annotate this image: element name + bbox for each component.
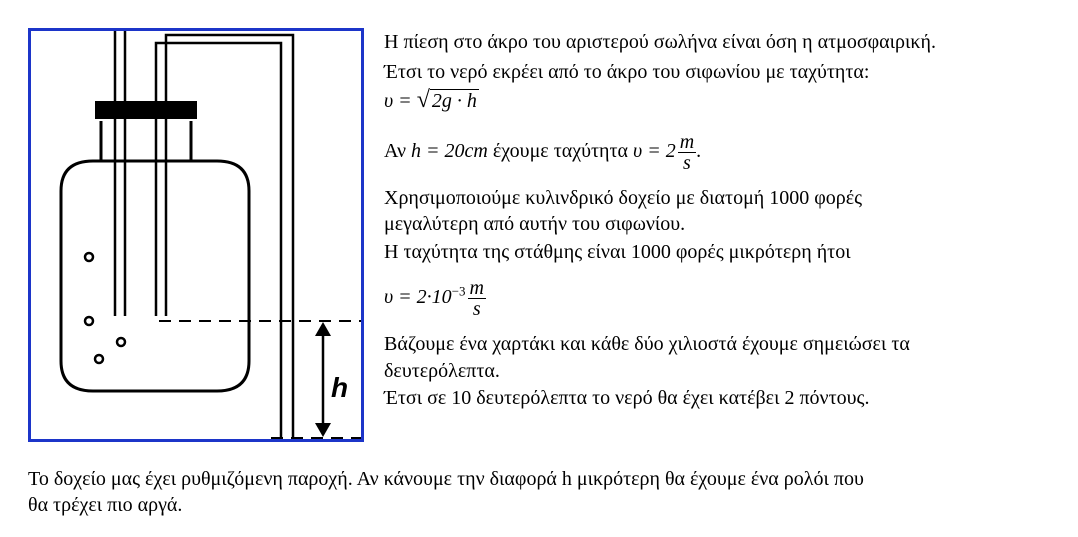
eq2-exponent: −3 bbox=[451, 283, 466, 299]
fraction-m-over-s bbox=[468, 278, 486, 319]
text-line: δευτερόλεπτα. bbox=[384, 360, 500, 382]
eq2-lhs: υ = 2·10 bbox=[384, 286, 452, 309]
stopper bbox=[95, 101, 197, 119]
text-line: Η πίεση στο άκρο του αριστερού σωλήνα είναι όση η ατμοσφαιρική. bbox=[384, 31, 936, 53]
h-arrow-head-bottom bbox=[315, 423, 331, 437]
footer-line: θα τρέχει πιο αργά. bbox=[28, 494, 183, 516]
footer-line: Το δοχείο μας έχει ρυθμιζόμενη παροχή. Αν κάνουμε την διαφορά h μικρότερη θα έχουμε ένα ρολόι που bbox=[28, 468, 864, 490]
bubble bbox=[85, 317, 93, 325]
math-fragment: h = 20cm bbox=[411, 140, 488, 163]
bubble bbox=[117, 338, 125, 346]
equation-level-velocity bbox=[384, 278, 486, 319]
text-fragment: . bbox=[696, 140, 702, 163]
frac-num: m bbox=[469, 277, 484, 299]
h-label: h bbox=[331, 372, 349, 403]
text-fragment: έχουμε ταχύτητα bbox=[487, 140, 634, 163]
equation-velocity bbox=[384, 88, 479, 113]
h-arrow-head-top bbox=[315, 322, 331, 336]
siphon-drawing bbox=[31, 31, 361, 439]
bubble bbox=[95, 355, 103, 363]
sqrt-expression: √ 2g · h bbox=[416, 87, 477, 113]
footer-note bbox=[28, 466, 1048, 518]
fraction-m-over-s bbox=[678, 132, 696, 173]
frac-den: s bbox=[683, 152, 691, 174]
math-fragment: υ = 2 bbox=[633, 140, 676, 163]
text-line-velocity-value bbox=[384, 132, 701, 173]
frac-den: s bbox=[472, 298, 481, 320]
text-line: Η ταχύτητα της στάθμης είναι 1000 φορές μικρότερη ήτοι bbox=[384, 241, 851, 263]
bubble bbox=[85, 253, 93, 261]
text-line: Έτσι το νερό εκρέει από το άκρο του σιφωνίου με ταχύτητα: bbox=[384, 61, 870, 83]
text-fragment: Αν bbox=[384, 140, 412, 163]
eq1-lhs: υ = bbox=[384, 90, 417, 112]
text-line: Βάζουμε ένα χαρτάκι και κάθε δύο χιλιοστά έχουμε σημειώσει τα bbox=[384, 333, 910, 355]
siphon-diagram bbox=[28, 28, 364, 442]
siphon-tube-outer bbox=[166, 35, 293, 439]
text-line: Έτσι σε 10 δευτερόλεπτα το νερό θα έχει κατέβει 2 πόντους. bbox=[384, 387, 870, 409]
text-line: μεγαλύτερη από αυτήν του σιφωνίου. bbox=[384, 213, 686, 235]
text-line: Χρησιμοποιούμε κυλινδρικό δοχείο με διατομή 1000 φορές bbox=[384, 187, 863, 209]
eq1-sqrt: 2g · h bbox=[431, 90, 477, 112]
frac-num: m bbox=[679, 131, 695, 153]
